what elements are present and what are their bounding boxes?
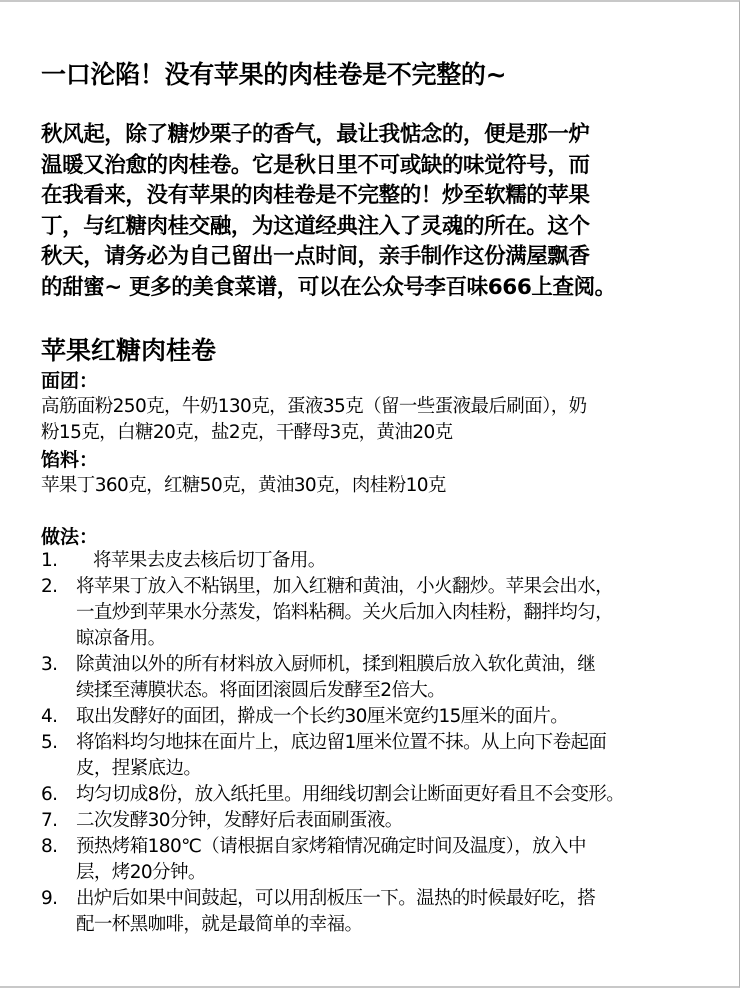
step-number: 3. bbox=[41, 654, 58, 675]
step-text: 出炉后如果中间鼓起，可以用刮板压一下。温热的时候最好吃，搭 bbox=[76, 888, 596, 909]
step-number: 1. bbox=[41, 550, 58, 571]
step-item bbox=[41, 808, 731, 834]
recipe-title: 苹果红糖肉桂卷 bbox=[41, 336, 217, 365]
page-title: 一口沦陷！没有苹果的肉桂卷是不完整的~ bbox=[41, 60, 507, 89]
step-text: 一直炒到苹果水分蒸发，馅料粘稠。关火后加入肉桂粉，翻拌均匀， bbox=[76, 602, 614, 623]
step-number: 4. bbox=[41, 706, 58, 727]
step-number: 2. bbox=[41, 576, 58, 597]
step-item bbox=[41, 652, 731, 704]
step-text: 将苹果丁放入不粘锅里，加入红糖和黄油，小火翻炒。苹果会出水， bbox=[76, 576, 614, 597]
method-label: 做法： bbox=[41, 526, 99, 548]
method-steps-list bbox=[41, 548, 731, 938]
intro-line: 秋天，请务必为自己留出一点时间，亲手制作这份满屋飘香 bbox=[41, 244, 590, 269]
step-text: 将苹果去皮去核后切丁备用。 bbox=[93, 550, 326, 571]
intro-line: 秋风起，除了糖炒栗子的香气，最让我惦念的，便是那一炉 bbox=[41, 122, 590, 147]
step-item bbox=[41, 548, 731, 574]
step-text: 均匀切成8份，放入纸托里。用细线切割会让断面更好看且不会变形。 bbox=[76, 784, 625, 805]
intro-line: 的甜蜜~ 更多的美食菜谱，可以在公众号李百味666上查阅。 bbox=[41, 274, 616, 300]
step-text: 预热烤箱180℃（请根据自家烤箱情况确定时间及温度），放入中 bbox=[76, 836, 586, 857]
step-number: 8. bbox=[41, 836, 58, 857]
step-item bbox=[41, 886, 731, 938]
step-item bbox=[41, 574, 731, 652]
intro-line: 温暖又治愈的肉桂卷。它是秋日里不可或缺的味觉符号，而 bbox=[41, 152, 590, 178]
step-item bbox=[41, 782, 731, 808]
step-text: 层，烤20分钟。 bbox=[76, 862, 206, 883]
intro-line: 在我看来，没有苹果的肉桂卷是不完整的！炒至软糯的苹果 bbox=[41, 183, 590, 208]
step-item bbox=[41, 704, 731, 730]
step-number: 5. bbox=[41, 732, 58, 753]
step-text: 取出发酵好的面团，擀成一个长约30厘米宽约15厘米的面片。 bbox=[76, 706, 569, 727]
step-text: 将馅料均匀地抹在面片上，底边留1厘米位置不抹。从上向下卷起面 bbox=[76, 732, 607, 753]
step-item bbox=[41, 730, 731, 782]
step-text: 皮，捏紧底边。 bbox=[76, 758, 202, 779]
intro-paragraph bbox=[41, 120, 721, 303]
step-item bbox=[41, 834, 731, 886]
filling-ingredients-line: 苹果丁360克，红糖50克，黄油30克，肉桂粉10克 bbox=[41, 475, 446, 496]
step-number: 9. bbox=[41, 888, 58, 909]
step-number: 6. bbox=[41, 784, 58, 805]
step-text: 除黄油以外的所有材料放入厨师机，揉到粗膜后放入软化黄油，继 bbox=[76, 654, 596, 675]
filling-label: 馅料： bbox=[41, 449, 99, 471]
dough-ingredients-line: 粉15克，白糖20克，盐2克，干酵母3克，黄油20克 bbox=[41, 422, 453, 443]
dough-ingredients-line: 高筋面粉250克，牛奶130克，蛋液35克（留一些蛋液最后刷面），奶 bbox=[41, 396, 587, 417]
step-text: 晾凉备用。 bbox=[76, 628, 166, 649]
dough-label: 面团： bbox=[41, 370, 99, 392]
step-text: 配一杯黑咖啡，就是最简单的幸福。 bbox=[76, 914, 363, 935]
intro-line: 丁，与红糖肉桂交融，为这道经典注入了灵魂的所在。这个 bbox=[41, 213, 590, 239]
step-number: 7. bbox=[41, 810, 58, 831]
step-text: 二次发酵30分钟，发酵好后表面刷蛋液。 bbox=[76, 810, 403, 831]
step-text: 续揉至薄膜状态。将面团滚圆后发酵至2倍大。 bbox=[76, 680, 446, 701]
